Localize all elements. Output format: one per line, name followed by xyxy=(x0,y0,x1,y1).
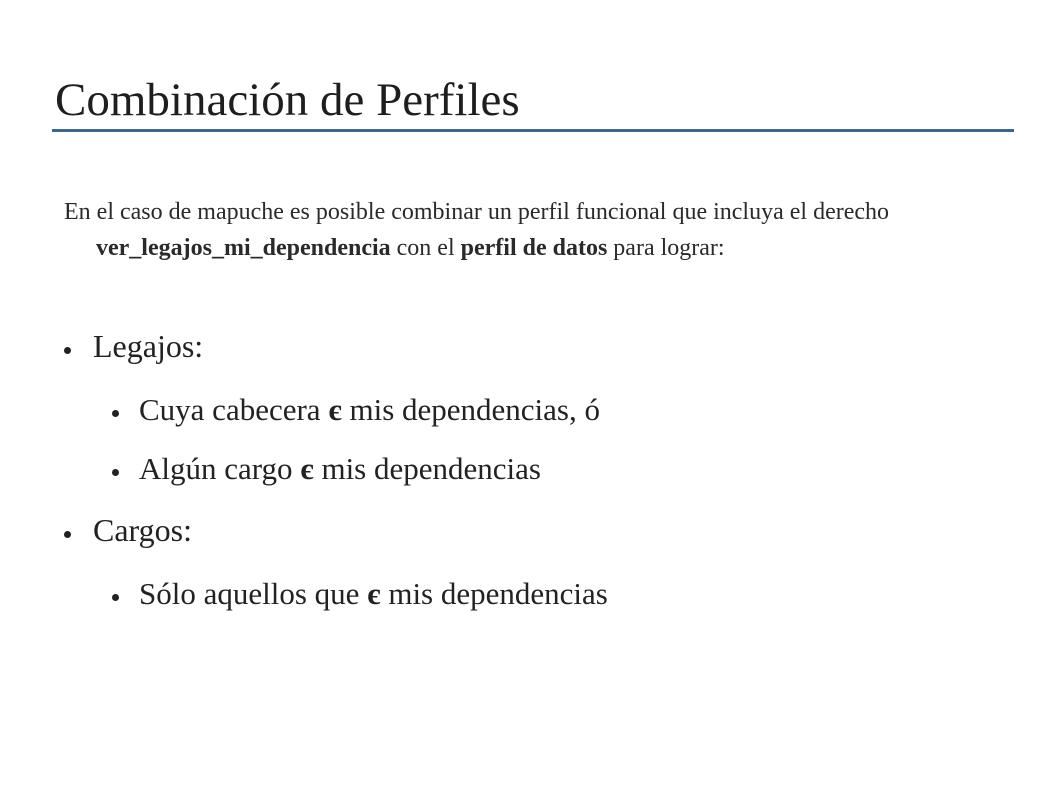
bullet-solo-text xyxy=(139,574,608,614)
bullet-cargo-before: Algún cargo xyxy=(139,451,301,486)
element-of-symbol: є xyxy=(328,392,342,427)
bullet-dot-icon xyxy=(112,594,119,601)
intro-text-3: para lograr: xyxy=(607,235,725,261)
intro-text-2: con el xyxy=(390,235,461,261)
bullet-legajos-text: Legajos: xyxy=(93,328,204,364)
bullet-dot-icon xyxy=(112,469,119,476)
element-of-symbol: є xyxy=(367,576,381,611)
bullet-dot-icon xyxy=(64,531,71,538)
bullet-dot-icon xyxy=(112,410,119,417)
intro-text-1: En el caso de mapuche es posible combinar un perfil funcional que incluya el derecho xyxy=(64,199,890,225)
bullet-legajos xyxy=(64,326,203,366)
title-divider xyxy=(52,129,1014,132)
bullet-cargo-after: mis dependencias xyxy=(313,451,541,486)
profile-name: perfil de datos xyxy=(460,235,608,261)
bullet-cabecera xyxy=(112,390,600,430)
bullet-cargos xyxy=(64,510,192,550)
bullet-dot-icon xyxy=(64,347,71,354)
bullet-solo-before: Sólo aquellos que xyxy=(139,576,368,611)
bullet-cargo xyxy=(112,449,541,489)
bullet-cabecera-text xyxy=(139,390,600,430)
slide-title: Combinación de Perfiles xyxy=(55,74,520,126)
bullet-cabecera-before: Cuya cabecera xyxy=(139,392,329,427)
element-of-symbol: є xyxy=(300,451,314,486)
intro-paragraph xyxy=(64,194,996,266)
bullet-cabecera-after: mis dependencias, ó xyxy=(341,392,600,427)
right-name: ver_legajos_mi_dependencia xyxy=(96,235,391,261)
bullet-solo-after: mis dependencias xyxy=(380,576,608,611)
bullet-cargo-text xyxy=(139,449,541,489)
bullet-solo xyxy=(112,574,608,614)
bullet-cargos-text: Cargos: xyxy=(93,512,192,548)
